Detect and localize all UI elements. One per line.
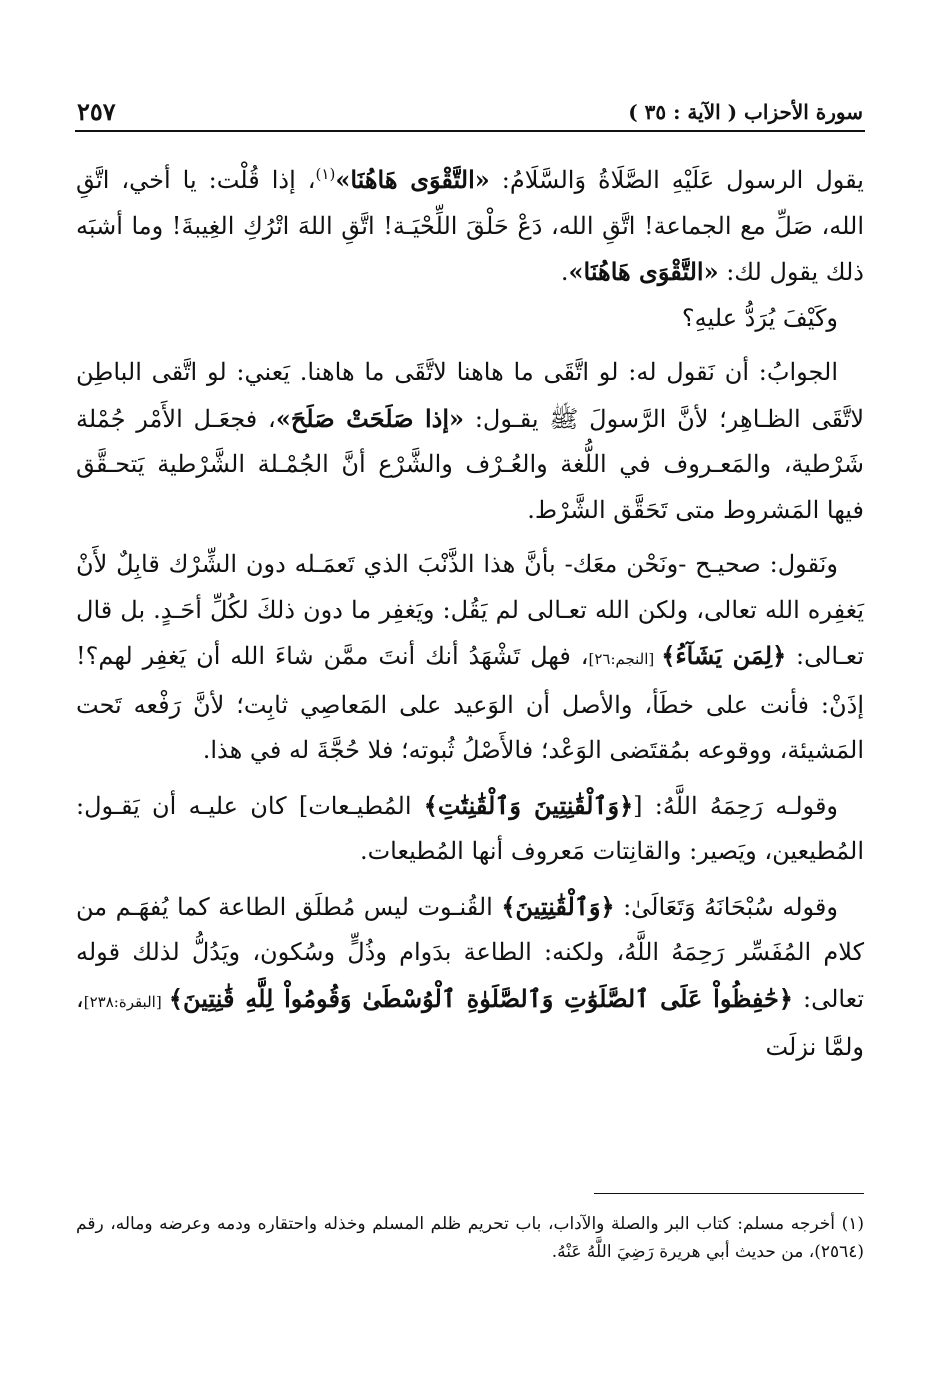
footnote-1: (١) أخرجه مسلم: كتاب البر والصلة والآداب، باب تحريم ظلم المسلم وخذله واحتقاره ودمه وعرضه وماله، رقم (٢٥٦٤)، من حديث أبي هريرة رَضِيَ اللَّهُ عَنْهُ.	[76, 1214, 864, 1262]
chapter-title: سورة الأحزاب ( الآية : ٣٥ )	[628, 100, 863, 124]
running-header	[75, 92, 865, 132]
p6-quran-quote: ﴿وَٱلْقَٰنِتِينَ﴾	[501, 891, 615, 921]
paragraph-2-question: وكَيْفَ يُرَدُّ عليهِ؟	[681, 303, 838, 332]
p6-text-1: وقوله سُبْحَانَهُ وَتَعَالَىٰ:	[614, 892, 838, 921]
p5-text-1: وقولـه رَحِمَهُ اللَّهُ: [	[633, 791, 838, 820]
p3-text-2: ، فجعَـل الأَمْر جُمْلة شَرْطية، والمَعـروف في اللُّغة والعُـرْف والشَّرْع أنَّ الجُمْـلة الشَّرْطية يَتحـقَّق فيها المَشروط متى تَحَقَّق الشَّرْط.	[76, 404, 864, 524]
p1-hadith-quote: «التَّقْوَى هَاهُنَا»	[335, 165, 490, 194]
p5-text-2: المُطيـعات] كان عليـه أن يَقـول: المُطيعين، ويَصير: والقانِتات مَعروف أنها المُطيعات.	[76, 791, 864, 865]
p4-text-2: ، فهل تَشْهَدُ أنك أنتَ ممَّن شاءَ الله أن يَغفِر لهم؟! إذَنْ: فأنت على خطَأ، والأصل أن الوَعيد على المَعاصِي ثابِت؛ لأنَّ رَفْعه تَحت المَشيئة، ووقوعه بمُقتَضى الوَعْد؛ فالأَصْلُ ثُبوته؛ فلا حُجَّةَ له في هذا.	[76, 642, 864, 764]
p6-text-3: ، ولمَّا نزلَت	[76, 984, 864, 1061]
p5-quran-quote: ﴿وَٱلْقَٰنِتِينَ وَٱلْقَٰنِتَٰتِ﴾	[423, 790, 634, 820]
footnote-divider	[594, 1193, 864, 1194]
p6-text-2: القُنـوت ليس مُطلَق الطاعة كما يُفهَـم من كلام المُفَسِّر رَحِمَهُ اللَّهُ، ولكنه: الطاعة بدَوام وذُلٍّ وسُكون، ويَدُلُّ لذلك قوله تعالى:	[76, 892, 864, 1013]
page-number: ٢٥٧	[77, 97, 116, 126]
p6-quran-quote-2: ﴿حَٰفِظُواْ عَلَى ٱلصَّلَوَٰتِ وَٱلصَّلَوٰةِ ٱلْوُسْطَىٰ وَقُومُواْ لِلَّهِ قَٰنِتِينَ﴾	[168, 983, 793, 1013]
p4-quran-reference: [النجم:٢٦]	[588, 650, 662, 668]
p6-quran-reference: [البقرة:٢٣٨]	[83, 992, 169, 1011]
paragraph-5	[76, 783, 864, 875]
p4-quran-quote: ﴿لِمَن يَشَآءُ﴾	[661, 641, 787, 670]
p1-hadith-quote-2: «التَّقْوَى هَاهُنَا»	[568, 257, 719, 286]
p3-text-1: الجوابُ: أن نَقول له: لو اتَّقَى ما هاهنا لاتَّقَى ما هاهنا. يَعني: لو اتَّقى الباطِن لاتَّقَى الظـاهِر؛ لأنَّ الرَّسولَ ﷺ يقـول:	[76, 358, 865, 433]
p1-text-2: ، إذا قُلْت: يا أخي، اتَّقِ الله، صَلِّ مع الجماعة! اتَّقِ الله، دَعْ حَلْقَ اللِّحْيَـة! اتَّقِ اللهَ اتْرُكِ الغِيبةَ! وما أشبَه ذلك يقول لك:	[76, 166, 864, 286]
paragraph-3-answer	[76, 350, 864, 533]
p3-hadith-quote: «إذا صَلَحَتْ صَلَحَ»	[275, 403, 465, 433]
p4-text-1: ونَقول: صحيـح -ونَحْن معَك- بأنَّ هذا الذَّنْبَ الذي تَعمَـله دون الشِّرْك قابِلٌ لأَنْ يَغفِره الله تعالى، ولكن الله تعـالى لم يَقُل: ويَغفِر ما دون ذلكَ لكُلِّ أحَـدٍ. بل قال تعـالى:	[76, 550, 865, 670]
p1-text-3: .	[560, 258, 569, 286]
main-text	[76, 152, 864, 1071]
paragraph-4	[76, 542, 864, 774]
header-divider	[75, 130, 865, 132]
p1-text-1: يقول الرسول عَلَيْهِ الصَّلَاةُ وَالسَّلَامُ:	[489, 166, 864, 194]
paragraph-1	[76, 152, 864, 296]
footnote-reference[interactable]: (١)	[315, 165, 336, 183]
footnotes	[76, 1210, 864, 1266]
paragraph-6	[76, 884, 864, 1071]
